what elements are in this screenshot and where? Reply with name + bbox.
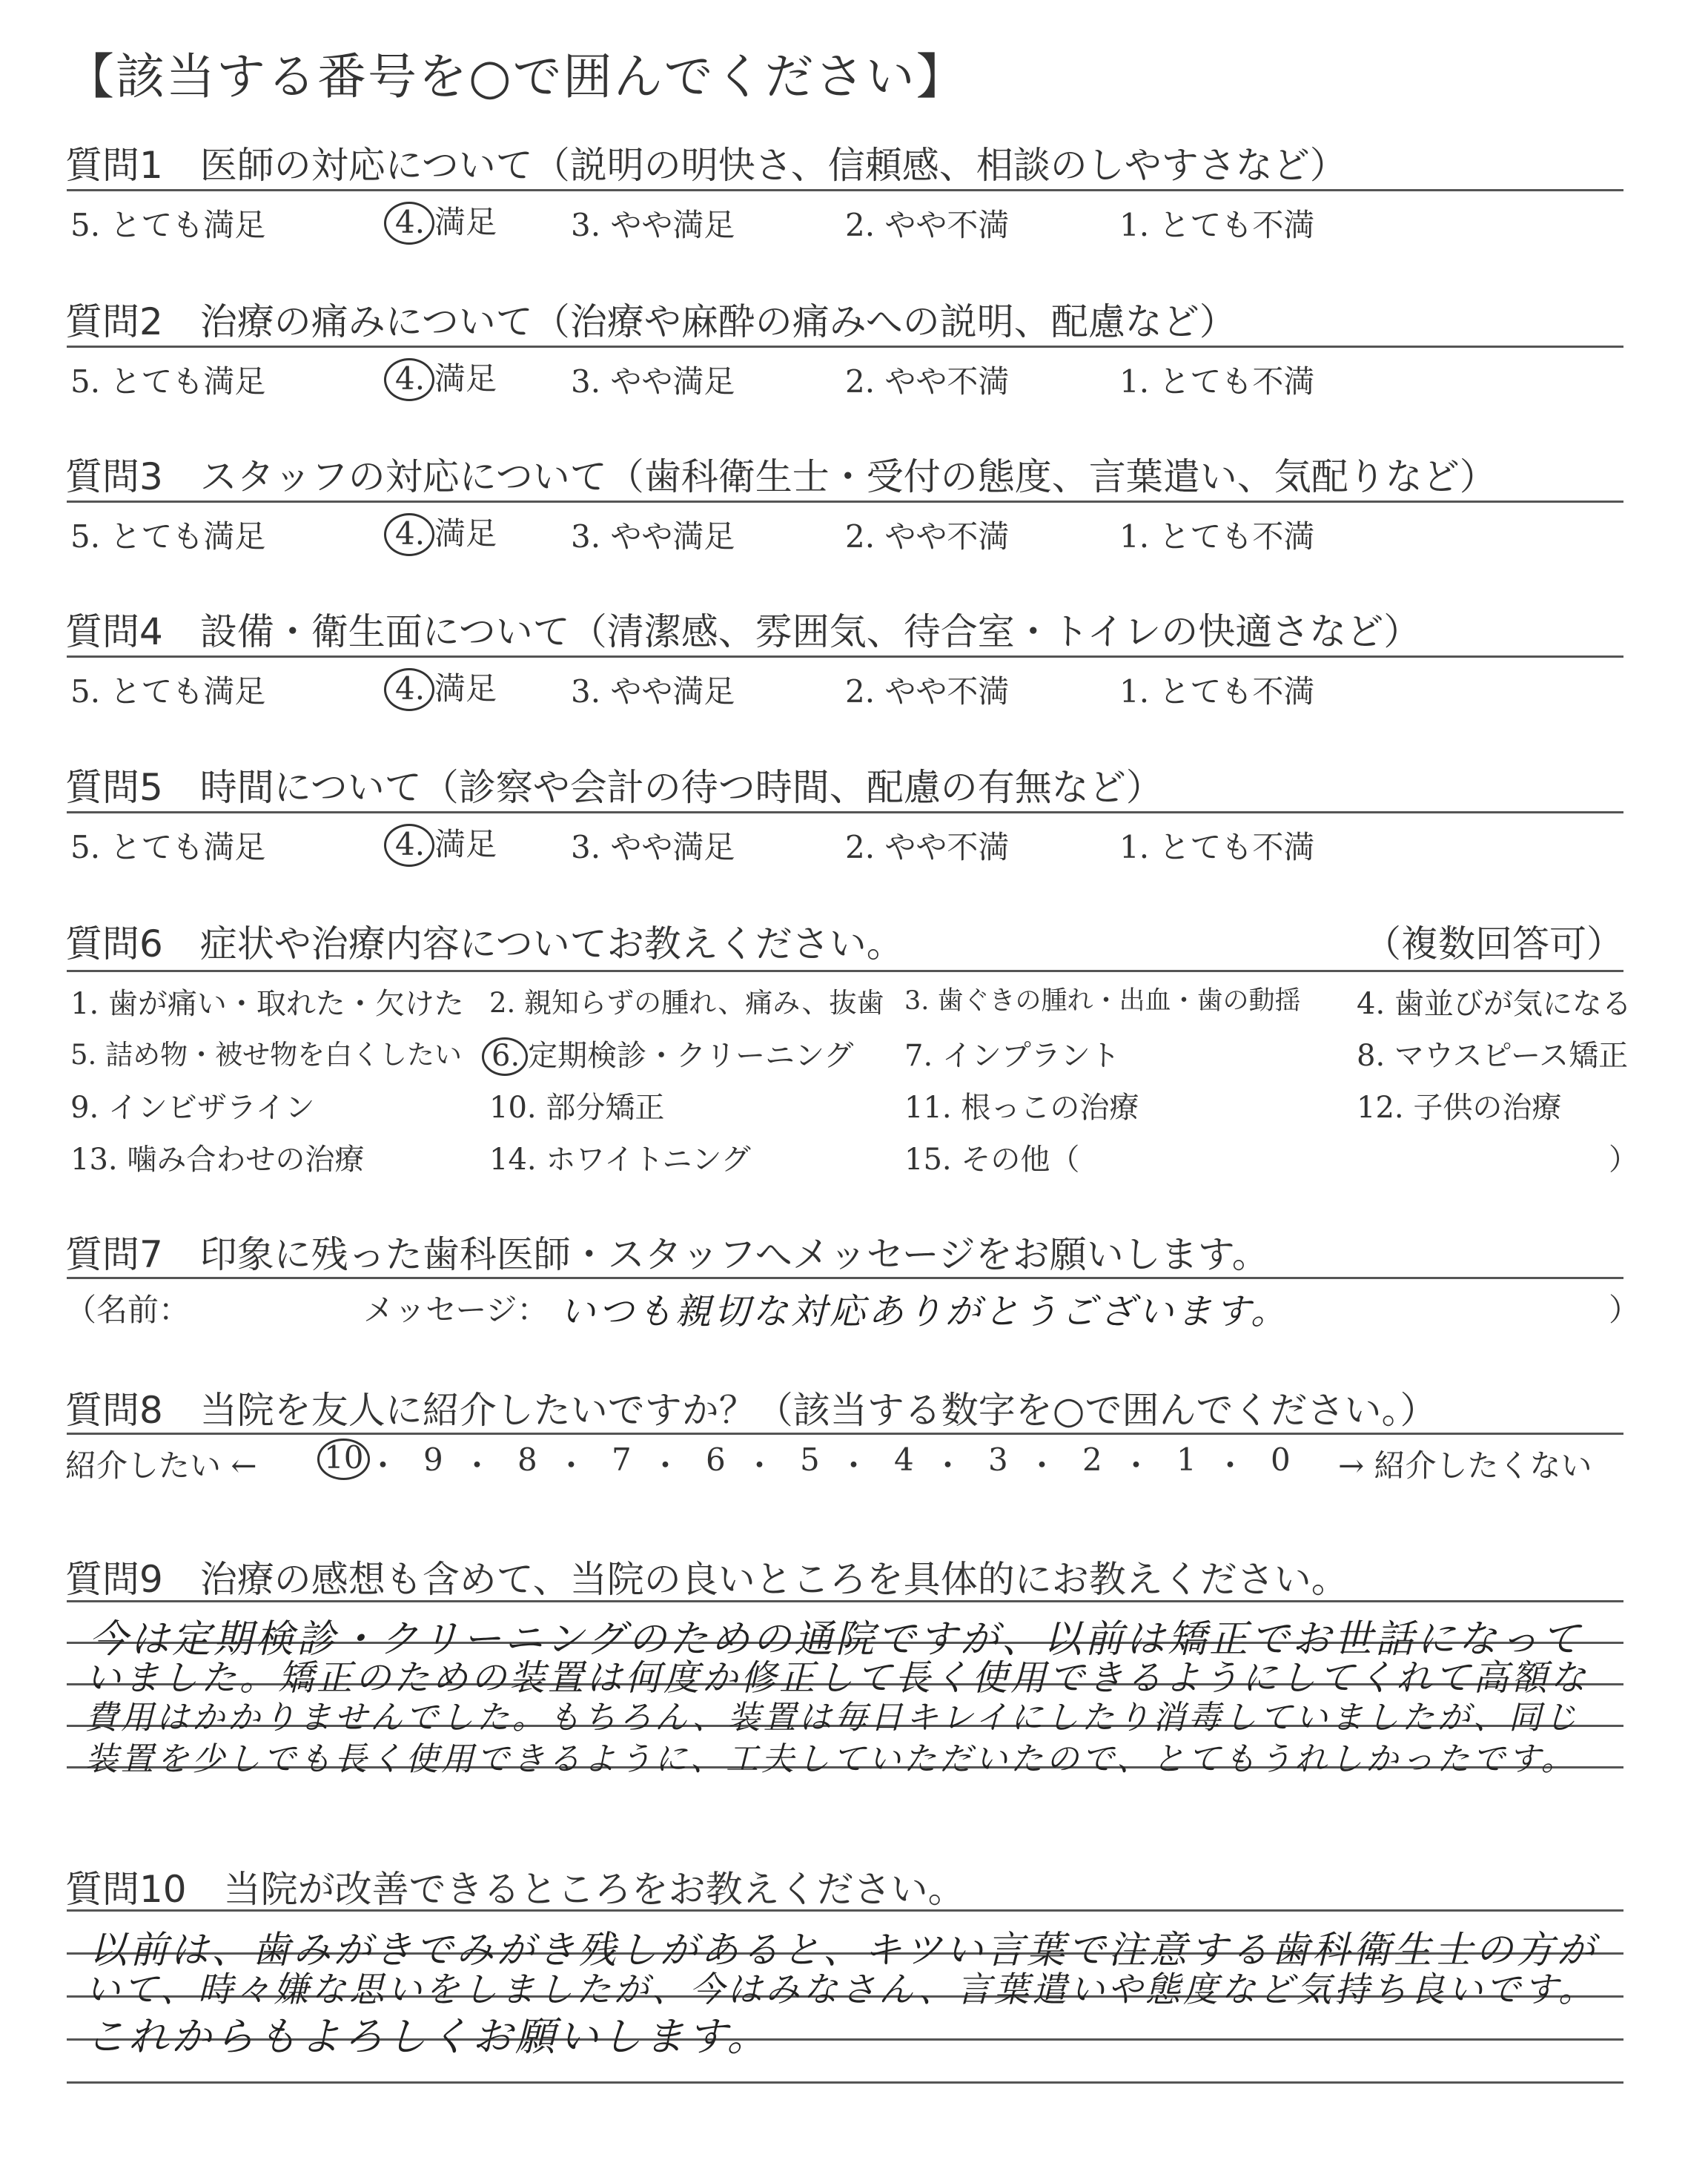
q8-separator-dot: ・ xyxy=(744,1447,775,1484)
q5-option-2[interactable]: 2. やや不満 xyxy=(845,829,1010,865)
q6-item[interactable]: 11. 根っこの治療 xyxy=(904,1091,1139,1125)
q3-option-5[interactable]: 5. とても満足 xyxy=(70,518,266,555)
q8-separator-dot: ・ xyxy=(1120,1447,1152,1484)
q4-option-4[interactable] xyxy=(384,664,497,711)
q7-title: 質問7 印象に残った歯科医師・スタッフへメッセージをお願いします。 xyxy=(65,1233,1269,1276)
q8-separator-dot: ・ xyxy=(1026,1447,1058,1484)
q5-rule xyxy=(67,811,1623,813)
q3-title: 質問3 スタッフの対応について（歯科衛生士・受付の態度、言葉遣い、気配りなど） xyxy=(65,455,1497,498)
q7-rule xyxy=(67,1277,1623,1279)
option-4-label: 満足 xyxy=(434,360,497,397)
q1-rule xyxy=(67,189,1623,191)
q5-title: 質問5 時間について（診察や会計の待つ時間、配慮の有無など） xyxy=(65,766,1163,809)
q5-option-5[interactable]: 5. とても満足 xyxy=(70,829,266,865)
q10-answer-rule xyxy=(67,1909,1623,1912)
q6-rule xyxy=(67,970,1623,972)
q3-option-4[interactable] xyxy=(384,509,497,556)
q8-score[interactable]: 3 xyxy=(988,1441,1008,1478)
selected-circle-mark: 6. xyxy=(482,1037,528,1076)
q6-item[interactable]: 14. ホワイトニング xyxy=(489,1143,751,1177)
q5-option-1[interactable]: 1. とても不満 xyxy=(1119,829,1315,865)
q2-option-2[interactable]: 2. やや不満 xyxy=(845,363,1010,400)
q10-answer-text-line[interactable]: 以前は、歯みがきでみがき残しがあると、キツい言葉で注意する歯科衛生士の方が xyxy=(89,1929,1598,1972)
q6-title: 質問6 症状や治療内容についてお教えください。 xyxy=(65,922,904,965)
q6-item[interactable]: 7. インプラント xyxy=(904,1039,1120,1073)
q1-option-3[interactable]: 3. やや満足 xyxy=(571,207,735,243)
selected-circle-mark: 4. xyxy=(384,824,434,867)
q7-name-label: （名前： xyxy=(65,1292,191,1328)
q5-option-4[interactable] xyxy=(384,820,497,867)
q8-score[interactable]: 0 xyxy=(1271,1441,1291,1478)
q10-answer-rule xyxy=(67,2081,1623,2084)
q6-item[interactable]: 9. インビザライン xyxy=(70,1091,315,1125)
q8-score[interactable]: 7 xyxy=(612,1441,632,1478)
q9-answer-text-line[interactable]: いました。矯正のための装置は何度か修正して長く使用できるようにしてくれて高額な xyxy=(85,1657,1589,1699)
q5-option-3[interactable]: 3. やや満足 xyxy=(571,829,735,865)
q9-answer-rule xyxy=(67,1600,1623,1602)
q3-rule xyxy=(67,501,1623,503)
q3-option-1[interactable]: 1. とても不満 xyxy=(1119,518,1315,555)
q8-score[interactable]: 9 xyxy=(423,1441,443,1478)
q8-separator-dot: ・ xyxy=(932,1447,964,1484)
q8-score[interactable]: 2 xyxy=(1082,1441,1102,1478)
q8-left-label: 紹介したい ← xyxy=(65,1447,257,1484)
q4-rule xyxy=(67,655,1623,658)
option-4-label: 満足 xyxy=(434,204,497,240)
q2-option-3[interactable]: 3. やや満足 xyxy=(571,363,735,400)
q4-option-3[interactable]: 3. やや満足 xyxy=(571,673,735,710)
q4-option-1[interactable]: 1. とても不満 xyxy=(1119,673,1315,710)
q6-item[interactable]: 3. 歯ぐきの腫れ・出血・歯の動揺 xyxy=(904,986,1301,1016)
q8-separator-dot: ・ xyxy=(1214,1447,1246,1484)
q2-title: 質問2 治療の痛みについて（治療や麻酔の痛みへの説明、配慮など） xyxy=(65,300,1237,343)
selected-circle-mark: 4. xyxy=(384,668,434,711)
q6-item[interactable]: 15. その他（ xyxy=(904,1143,1080,1177)
q6-item[interactable]: 8. マウスピース矯正 xyxy=(1357,1039,1629,1073)
q9-answer-text-line[interactable]: 装置を少しでも長く使用できるように、工夫していただいたので、とてもうれしかったです。 xyxy=(85,1740,1577,1778)
q4-title: 質問4 設備・衛生面について（清潔感、雰囲気、待合室・トイレの快適さなど） xyxy=(65,610,1421,653)
q6-other-close: ） xyxy=(1609,1143,1638,1177)
q8-score[interactable]: 4 xyxy=(894,1441,914,1478)
q9-answer-text-line[interactable]: 今は定期検診・クリーニングのための通院ですが、以前は矯正でお世話になって xyxy=(89,1617,1583,1662)
q8-separator-dot: ・ xyxy=(555,1447,587,1484)
q2-option-5[interactable]: 5. とても満足 xyxy=(70,363,266,400)
q7-message-text[interactable]: いつも親切な対応ありがとうございます。 xyxy=(560,1291,1290,1332)
q7-close: ） xyxy=(1609,1292,1641,1328)
q6-item[interactable]: 1. 歯が痛い・取れた・欠けた xyxy=(70,987,464,1021)
q8-score[interactable]: 6 xyxy=(706,1441,726,1478)
q9-title: 質問9 治療の感想も含めて、当院の良いところを具体的にお教えください。 xyxy=(65,1558,1348,1601)
q8-right-label: → 紹介したくない xyxy=(1338,1447,1592,1484)
q6-item[interactable]: 10. 部分矯正 xyxy=(489,1091,665,1125)
option-4-label: 満足 xyxy=(434,670,497,707)
q8-separator-dot: ・ xyxy=(838,1447,870,1484)
q1-title: 質問1 医師の対応について（説明の明快さ、信頼感、相談のしやすさなど） xyxy=(65,144,1347,187)
q8-score[interactable]: 8 xyxy=(517,1441,537,1478)
q8-score[interactable]: 5 xyxy=(800,1441,820,1478)
q8-separator-dot: ・ xyxy=(367,1447,399,1484)
q2-rule xyxy=(67,346,1623,348)
q8-score[interactable]: 1 xyxy=(1176,1441,1196,1478)
q6-item-6-selected[interactable] xyxy=(482,1032,853,1076)
q1-option-4[interactable] xyxy=(384,198,497,245)
q8-rule xyxy=(67,1433,1623,1435)
q10-answer-text-line[interactable]: これからもよろしくお願いします。 xyxy=(85,2013,770,2060)
selected-circle-mark: 4. xyxy=(384,513,434,556)
q9-answer-text-line[interactable]: 費用はかかりませんでした。もちろん、装置は毎日キレイにしたり消毒していましたが、同じ xyxy=(85,1699,1580,1737)
q3-option-3[interactable]: 3. やや満足 xyxy=(571,518,735,555)
q2-option-4[interactable] xyxy=(384,354,497,401)
q4-option-5[interactable]: 5. とても満足 xyxy=(70,673,266,710)
q6-item[interactable]: 13. 噛み合わせの治療 xyxy=(70,1143,365,1177)
q6-item[interactable]: 4. 歯並びが気になる xyxy=(1357,987,1632,1021)
q1-option-2[interactable]: 2. やや不満 xyxy=(845,207,1010,243)
q10-answer-text-line[interactable]: いて、時々嫌な思いをしましたが、今はみなさん、言葉遣いや態度など気持ち良いです。 xyxy=(85,1969,1597,2010)
q6-item[interactable]: 12. 子供の治療 xyxy=(1357,1091,1562,1125)
q10-title: 質問10 当院が改善できるところをお教えください。 xyxy=(65,1868,965,1911)
q2-option-1[interactable]: 1. とても不満 xyxy=(1119,363,1315,400)
q8-title: 質問8 当院を友人に紹介したいですか？（該当する数字を○で囲んでください。） xyxy=(65,1389,1437,1432)
selected-circle-mark: 4. xyxy=(384,202,434,245)
q1-option-1[interactable]: 1. とても不満 xyxy=(1119,207,1315,243)
q6-item[interactable]: 2. 親知らずの腫れ、痛み、抜歯 xyxy=(489,987,884,1019)
selected-circle-mark: 4. xyxy=(384,358,434,401)
q8-score-selected[interactable]: 10 xyxy=(317,1439,370,1480)
q1-option-5[interactable]: 5. とても満足 xyxy=(70,207,266,243)
q7-message-label: メッセージ： xyxy=(363,1292,549,1328)
q4-option-2[interactable]: 2. やや不満 xyxy=(845,673,1010,710)
form-header: 【該当する番号を○で囲んでください】 xyxy=(65,48,967,105)
q8-separator-dot: ・ xyxy=(461,1447,493,1484)
q3-option-2[interactable]: 2. やや不満 xyxy=(845,518,1010,555)
q6-item-6-label: 定期検診・クリーニング xyxy=(528,1039,854,1073)
option-4-label: 満足 xyxy=(434,826,497,862)
q6-item[interactable]: 5. 詰め物・被せ物を白くしたい xyxy=(70,1039,463,1071)
option-4-label: 満足 xyxy=(434,515,497,552)
q8-separator-dot: ・ xyxy=(649,1447,681,1484)
q6-note: （複数回答可） xyxy=(1364,922,1623,965)
